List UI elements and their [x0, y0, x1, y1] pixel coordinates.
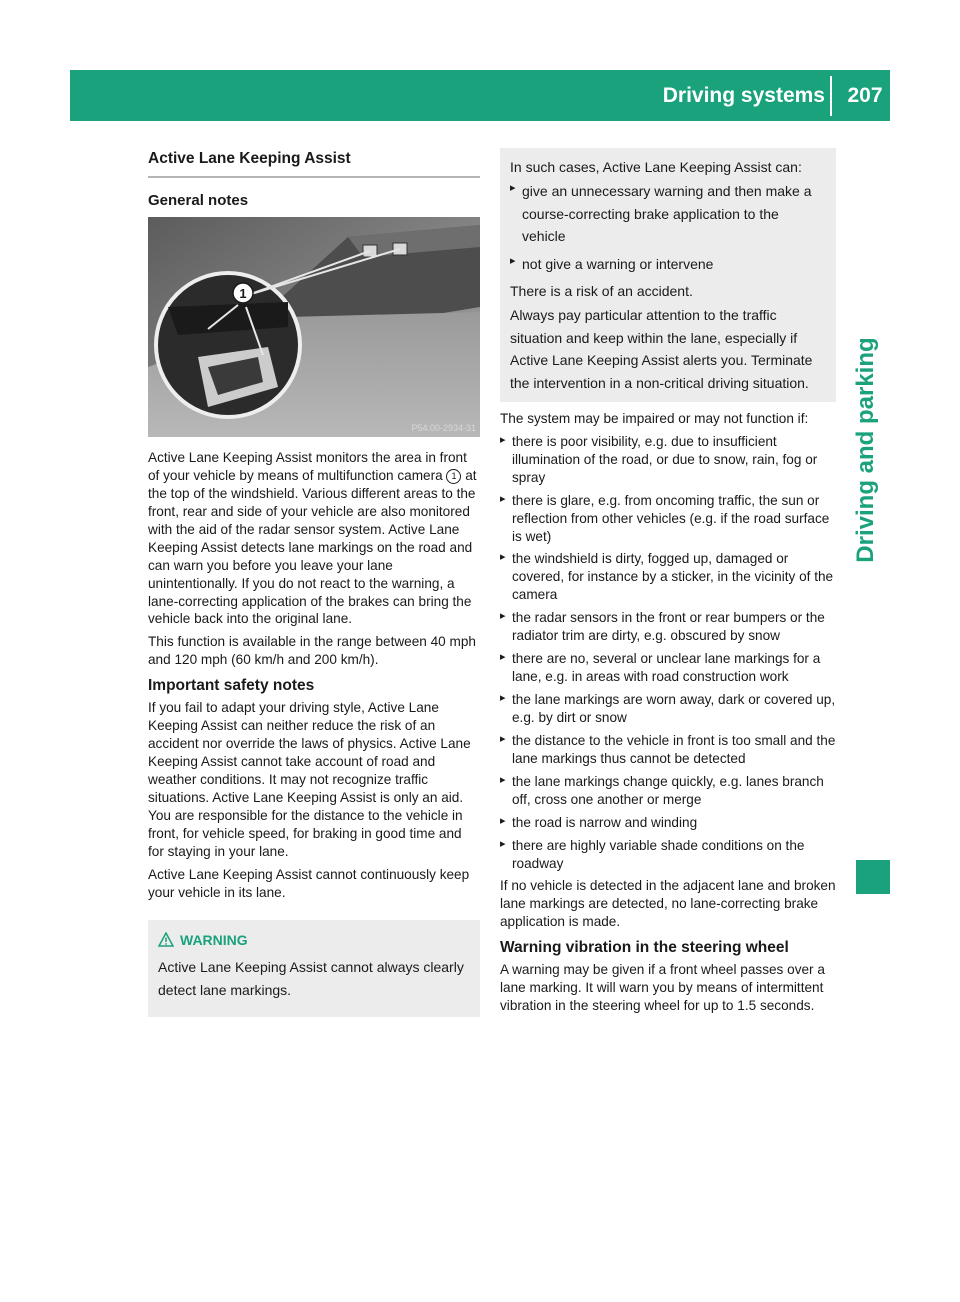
- warning-text: Active Lane Keeping Assist cannot always clearly detect lane markings.: [158, 958, 464, 998]
- safety-heading: Important safety notes: [148, 677, 315, 695]
- header-divider: [830, 76, 832, 116]
- warning-label: WARNING: [180, 931, 248, 948]
- figure-callout-label: 1: [239, 286, 247, 301]
- camera-callout-symbol: 1: [446, 469, 461, 484]
- section-title: Driving systems: [662, 84, 825, 107]
- list-item: ▸ give an unnecessary warning and then make a course-correcting brake application to the vehicle: [510, 180, 826, 247]
- impairment-section: [500, 410, 836, 1015]
- windshield-camera-figure: [148, 217, 480, 437]
- list-item: ▸ the windshield is dirty, fogged up, damaged or covered, for instance by a sticker, in the vicinity of the camera: [500, 550, 836, 604]
- figure-code: P54.00-2934-31: [411, 423, 476, 433]
- box-advice: Always pay particular attention to the traffic situation and keep within the lane, especially if Active Lane Keeping Assist alerts you. Terminate the intervention in a non-critical driving situation.: [510, 307, 813, 391]
- impaired-intro: The system may be impaired or may not function if:: [500, 410, 809, 426]
- list-item: ▸ the lane markings change quickly, e.g. lanes branch off, cross one another or merge: [500, 773, 836, 809]
- warning-header: [158, 932, 470, 948]
- side-marker: [856, 860, 890, 894]
- list-item: ▸ the distance to the vehicle in front is too small and the lane markings thus cannot be detected: [500, 732, 836, 768]
- vibration-heading: Warning vibration in the steering wheel: [500, 939, 789, 957]
- list-item: ▸ not give a warning or intervene: [510, 253, 826, 275]
- side-tab: [836, 300, 896, 600]
- general-notes-heading: General notes: [148, 192, 249, 209]
- list-item: ▸ the road is narrow and winding: [500, 814, 836, 832]
- section-heading: Active Lane Keeping Assist: [148, 150, 480, 178]
- warning-triangle-icon: [158, 932, 174, 947]
- range-paragraph: This function is available in the range between 40 mph and 120 mph (60 km/h and 200 km/h).: [148, 634, 476, 668]
- side-tab-label: Driving and parking: [852, 337, 879, 563]
- list-item: ▸ there are highly variable shade conditions on the roadway: [500, 837, 836, 873]
- list-item: ▸ the radar sensors in the front or rear bumpers or the radiator trim are dirty, e.g. obscured by snow: [500, 609, 836, 645]
- left-column: [148, 150, 480, 1017]
- figure-illustration: [148, 217, 480, 437]
- right-column: [500, 150, 836, 1020]
- impaired-list: [500, 433, 836, 873]
- box-risk: There is a risk of an accident.: [510, 282, 693, 299]
- warning-continuation-box: [500, 148, 836, 402]
- vibration-paragraph: A warning may be given if a front wheel passes over a lane marking. It will warn you by means of intermittent vibration in the steering wheel for up to 1.5 seconds.: [500, 962, 825, 1014]
- box-intro: In such cases, Active Lane Keeping Assist can:: [510, 159, 802, 175]
- box-list: [510, 180, 826, 275]
- intro-text-before: Active Lane Keeping Assist monitors the area in front of your vehicle by means of multifunction camera: [148, 450, 467, 483]
- page-number: 207: [847, 84, 883, 107]
- list-item: ▸ there is poor visibility, e.g. due to insufficient illumination of the road, or due to snow, rain, fog or spray: [500, 433, 836, 487]
- safety-paragraph-2: Active Lane Keeping Assist cannot continuously keep your vehicle in its lane.: [148, 866, 470, 900]
- intro-text-after: at the top of the windshield. Various different areas to the front, rear and side of your vehicle are also monitored with the aid of the radar sensor system. Active Lane Keeping Assist detects lane markings on the road and can warn you before you leave your lane unintentionally. If you do not react to the warning, a lane-correcting application of the brakes can bring the vehicle back into the original lane.: [148, 467, 477, 627]
- list-item: ▸ the lane markings are worn away, dark or covered up, e.g. by dirt or snow: [500, 691, 836, 727]
- adjacent-lane-paragraph: If no vehicle is detected in the adjacent lane and broken lane markings are detected, no lane-correcting brake application is made.: [500, 878, 836, 930]
- warning-box: [148, 920, 480, 1017]
- intro-paragraph: [148, 449, 480, 628]
- list-item: ▸ there are no, several or unclear lane markings for a lane, e.g. in areas with road construction work: [500, 650, 836, 686]
- safety-paragraph-1: If you fail to adapt your driving style, Active Lane Keeping Assist can neither reduce the risk of an accident nor override the laws of physics. Active Lane Keeping Assist cannot take account of road and weather conditions. It may not recognize traffic situations. Active Lane Keeping Assist is only an aid. You are responsible for the distance to the vehicle in front, for vehicle speed, for braking in good time and for staying in your lane.: [148, 700, 471, 859]
- list-item: ▸ there is glare, e.g. from oncoming traffic, the sun or reflection from other vehicles (e.g. if the road surface is wet): [500, 492, 836, 546]
